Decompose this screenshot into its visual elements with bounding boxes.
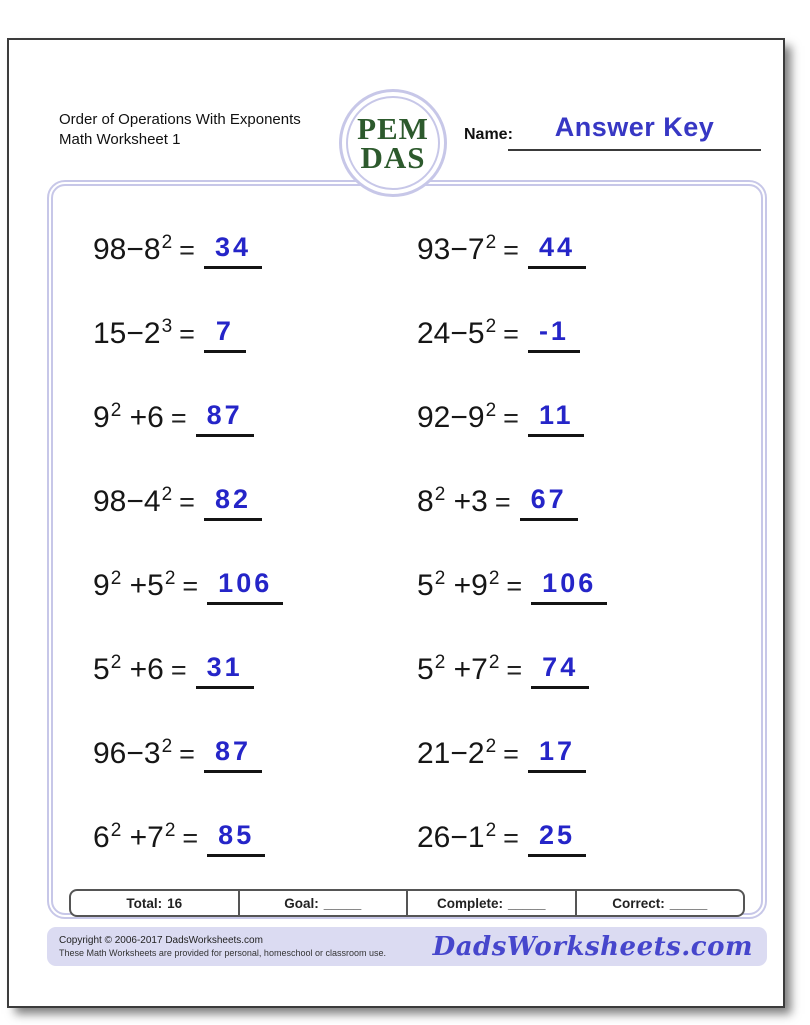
problem-expression: $98-4^2$ xyxy=(93,484,173,518)
equals-sign: = xyxy=(182,822,199,853)
copyright-block xyxy=(59,935,386,958)
problem-cell xyxy=(49,544,407,628)
problem-answer: 34 xyxy=(204,232,262,269)
problem-cell xyxy=(49,712,407,796)
problem-cell xyxy=(407,460,765,544)
equals-sign: = xyxy=(503,318,519,349)
problem-cell xyxy=(407,544,765,628)
problem-answer: 74 xyxy=(531,652,589,689)
problem-expression: $24-5^2$ xyxy=(417,316,497,350)
problem-answer: 31 xyxy=(196,652,254,689)
problem-cell xyxy=(49,292,407,376)
stat-cell-correct xyxy=(575,891,744,915)
problem-cell xyxy=(49,796,407,880)
equals-sign: = xyxy=(179,486,195,517)
problem-answer: 67 xyxy=(520,484,578,521)
dadsworksheets-logo: DadsWorksheets.com xyxy=(432,931,753,962)
name-underline xyxy=(508,149,761,151)
problem-answer: 82 xyxy=(204,484,262,521)
equals-sign: = xyxy=(503,402,519,433)
problem-answer: 11 xyxy=(528,400,585,437)
stat-value: _____ xyxy=(669,895,708,911)
problem-cell xyxy=(407,376,765,460)
equals-sign: = xyxy=(506,570,523,601)
problem-cell xyxy=(407,712,765,796)
stat-label: Total: xyxy=(126,895,163,911)
problem-cell xyxy=(407,292,765,376)
stat-value: 16 xyxy=(167,895,183,911)
problem-cell xyxy=(49,208,407,292)
problem-expression: $5^2 +7^2$ xyxy=(417,652,500,686)
copyright-line2: These Math Worksheets are provided for personal, homeschool or classroom use. xyxy=(59,948,386,958)
stat-label: Complete: xyxy=(436,895,503,911)
problem-answer: 17 xyxy=(528,736,586,773)
stats-row xyxy=(69,889,745,917)
problem-answer: 25 xyxy=(528,820,586,857)
stat-value: _____ xyxy=(507,895,546,911)
problems-box xyxy=(47,180,767,919)
equals-sign: = xyxy=(170,402,187,433)
problem-answer: 106 xyxy=(531,568,607,605)
problem-cell xyxy=(407,208,765,292)
worksheet-title-line2: Math Worksheet 1 xyxy=(59,131,181,148)
stat-label: Goal: xyxy=(284,895,319,911)
name-row xyxy=(464,112,764,144)
problem-expression: $5^2 +6$ xyxy=(93,652,164,686)
problems-grid xyxy=(49,208,765,880)
problem-cell xyxy=(49,460,407,544)
problem-answer: 87 xyxy=(204,736,262,773)
problem-cell xyxy=(407,628,765,712)
problem-answer: 85 xyxy=(207,820,265,857)
problem-expression: $15-2^3$ xyxy=(93,316,173,350)
stat-cell-complete xyxy=(406,891,575,915)
stat-value: _____ xyxy=(323,895,362,911)
problem-expression: $9^2 +5^2$ xyxy=(93,568,176,602)
equals-sign: = xyxy=(503,234,519,265)
equals-sign: = xyxy=(182,570,199,601)
problem-expression: $98-8^2$ xyxy=(93,232,173,266)
equals-sign: = xyxy=(170,654,187,685)
problem-expression: $9^2 +6$ xyxy=(93,400,164,434)
pemdas-logo-text-bottom: DAS xyxy=(360,140,426,175)
problem-cell xyxy=(49,376,407,460)
problem-expression: $96-3^2$ xyxy=(93,736,173,770)
equals-sign: = xyxy=(179,738,195,769)
pemdas-logo-text-top: PEM xyxy=(357,111,429,146)
equals-sign: = xyxy=(179,234,195,265)
problem-expression: $26-1^2$ xyxy=(417,820,497,854)
stat-cell-goal xyxy=(238,891,407,915)
worksheet-title xyxy=(59,110,301,150)
copyright-line1: Copyright © 2006-2017 DadsWorksheets.com xyxy=(59,935,263,946)
problem-expression: $93-7^2$ xyxy=(417,232,497,266)
worksheet-title-line1: Order of Operations With Exponents xyxy=(59,111,301,128)
problem-answer: 87 xyxy=(196,400,254,437)
pemdas-logo-inner-ring xyxy=(346,96,440,190)
stat-cell-total xyxy=(71,891,238,915)
name-answer-key: Answer Key xyxy=(554,112,715,142)
problem-expression: $92-9^2$ xyxy=(417,400,497,434)
pemdas-logo xyxy=(339,89,447,197)
worksheet-page xyxy=(7,38,785,1008)
problem-answer: 44 xyxy=(528,232,586,269)
problem-expression: $21-2^2$ xyxy=(417,736,497,770)
problem-expression: $5^2 +9^2$ xyxy=(417,568,500,602)
name-label: Name: xyxy=(464,126,513,143)
footer-bar xyxy=(47,927,767,966)
equals-sign: = xyxy=(503,738,519,769)
problem-cell xyxy=(407,796,765,880)
problem-answer: 106 xyxy=(207,568,283,605)
problem-answer: 7 xyxy=(204,316,246,353)
problem-answer: -1 xyxy=(528,316,580,353)
equals-sign: = xyxy=(506,654,523,685)
stat-label: Correct: xyxy=(612,895,665,911)
equals-sign: = xyxy=(503,822,519,853)
equals-sign: = xyxy=(179,318,195,349)
problem-expression: $8^2 +3$ xyxy=(417,484,488,518)
equals-sign: = xyxy=(494,486,511,517)
problem-cell xyxy=(49,628,407,712)
problem-expression: $6^2 +7^2$ xyxy=(93,820,176,854)
